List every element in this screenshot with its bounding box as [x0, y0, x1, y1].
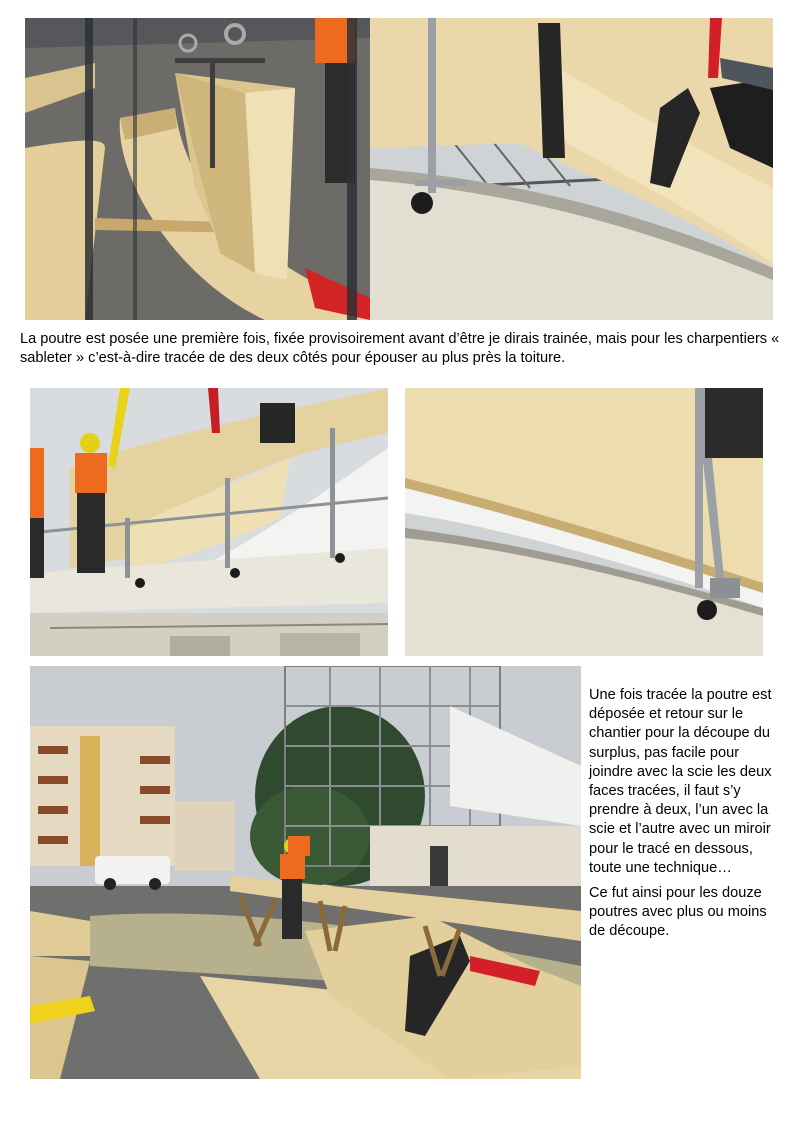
photo-workers-roof-edge — [30, 388, 388, 656]
caption-twelve-beams: Ce fut ainsi pour les douze poutres avec plus ou moins de découpe. — [589, 885, 767, 940]
caption-cutting-block — [589, 686, 784, 948]
photo-beam-closeup-clamp — [405, 388, 763, 656]
photo-cutting-site — [30, 666, 581, 1079]
photo-beam-clamped-roof — [370, 18, 773, 320]
photo-beam-lifting — [25, 18, 370, 320]
caption-cutting: Une fois tracée la poutre est déposée et retour sur le chantier pour la découpe du surplus, pas facile pour joindre avec la scie les deux faces tracées, il faut s’y prendre à deux, l’un avec la scie et l’autre avec un miroir pour le tracé en dessous, toute une technique… — [589, 687, 772, 876]
caption-first-placement: La poutre est posée une première fois, fixée provisoirement avant d’être je dirais trainée, mais pour les charpentiers « sableter » c’est-à-dire tracée de des deux côtés pour épouser au plus près la toiture. — [20, 331, 780, 366]
